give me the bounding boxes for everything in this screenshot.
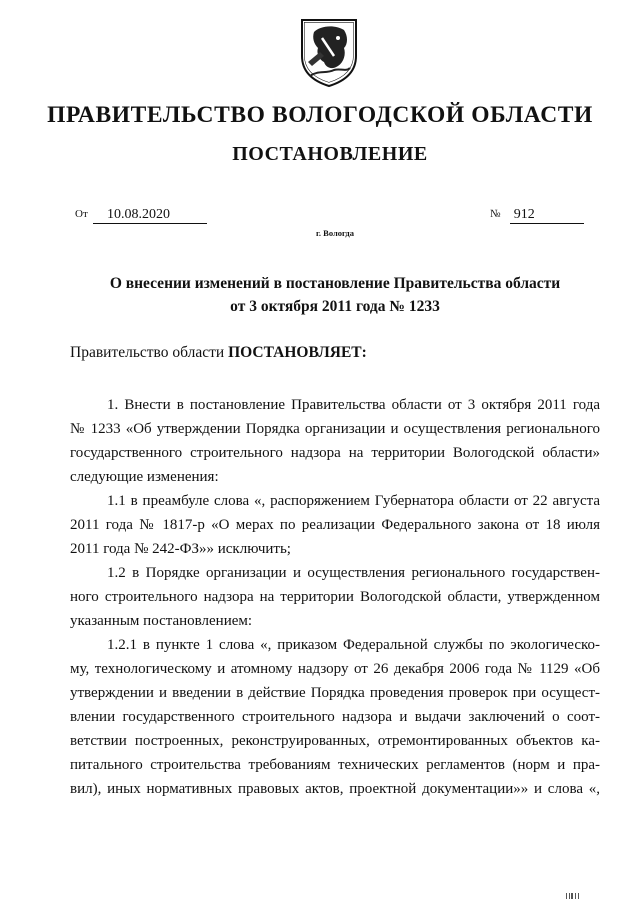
paragraph-line: ного строительного надзора на территории Вологодской области, утвержденном (70, 589, 600, 605)
paragraph-1 (70, 393, 600, 489)
date-label: От (75, 208, 88, 220)
paragraph-line: 2011 года № 242-ФЗ»» исключить; (70, 541, 291, 557)
paragraph-line: утверждении и введении в действие Порядка проведения проверок при осущест- (70, 685, 600, 701)
city-label: г. Вологда (316, 228, 354, 238)
number-field (490, 205, 584, 224)
preamble-text: Правительство области (70, 344, 229, 361)
paragraph-line: следующие изменения: (70, 469, 219, 485)
paragraph-line: указанным постановлением: (70, 613, 253, 629)
number-value: 912 (510, 207, 584, 224)
paragraph-line: 1.1 в преамбуле слова «, распоряжением Губернатора области от 22 августа (107, 493, 600, 509)
subject-line-1: О внесении изменений в постановление Правительства области (109, 275, 561, 292)
paragraph-line: № 1233 «Об утверждении Порядка организации и осуществления регионального (70, 421, 600, 437)
paragraph-line: ветствии построенных, реконструированных, отремонтированных объектов ка- (70, 733, 600, 749)
paragraph-line: 1.2 в Порядке организации и осуществления регионального государствен- (107, 565, 600, 581)
number-label: № (490, 208, 501, 220)
paragraph-line: му, технологическому и атомному надзору от 26 декабря 2006 года № 1129 «Об (70, 661, 600, 677)
scan-barcode-icon (566, 892, 580, 900)
document-body (70, 393, 600, 801)
date-field (75, 205, 207, 224)
date-value: 10.08.2020 (93, 207, 207, 224)
paragraph-line: влении государственного строительного надзора и выдачи заключений о соот- (70, 709, 600, 725)
paragraph-line: 1.2.1 в пункте 1 слова «, приказом Федеральной службы по экологическо- (107, 637, 600, 653)
document-subject (0, 272, 640, 318)
paragraph-line: государственного строительного надзора на территории Вологодской области» (70, 445, 600, 461)
subject-line-2: от 3 октября 2011 года № 1233 (230, 298, 440, 315)
paragraph-line: вил), иных нормативных правовых актов, проектной документации»» и слова «, (70, 781, 600, 797)
coat-of-arms-icon (300, 18, 358, 88)
document-type-title: ПОСТАНОВЛЕНИЕ (232, 143, 428, 165)
paragraph-line: 1. Внести в постановление Правительства области от 3 октября 2011 года (107, 397, 600, 413)
preamble-emphasis: ПОСТАНОВЛЯЕТ: (228, 344, 367, 361)
preamble (70, 343, 367, 363)
paragraph-1-2 (70, 561, 600, 633)
organization-title: ПРАВИТЕЛЬСТВО ВОЛОГОДСКОЙ ОБЛАСТИ (47, 102, 593, 128)
paragraph-line: 2011 года № 1817-р «О мерах по реализации Федерального закона от 18 июля (70, 517, 600, 533)
paragraph-1-1 (70, 489, 600, 561)
paragraph-1-2-1 (70, 633, 600, 801)
paragraph-line: питального строительства требованиям технических регламентов (норм и пра- (70, 757, 600, 773)
